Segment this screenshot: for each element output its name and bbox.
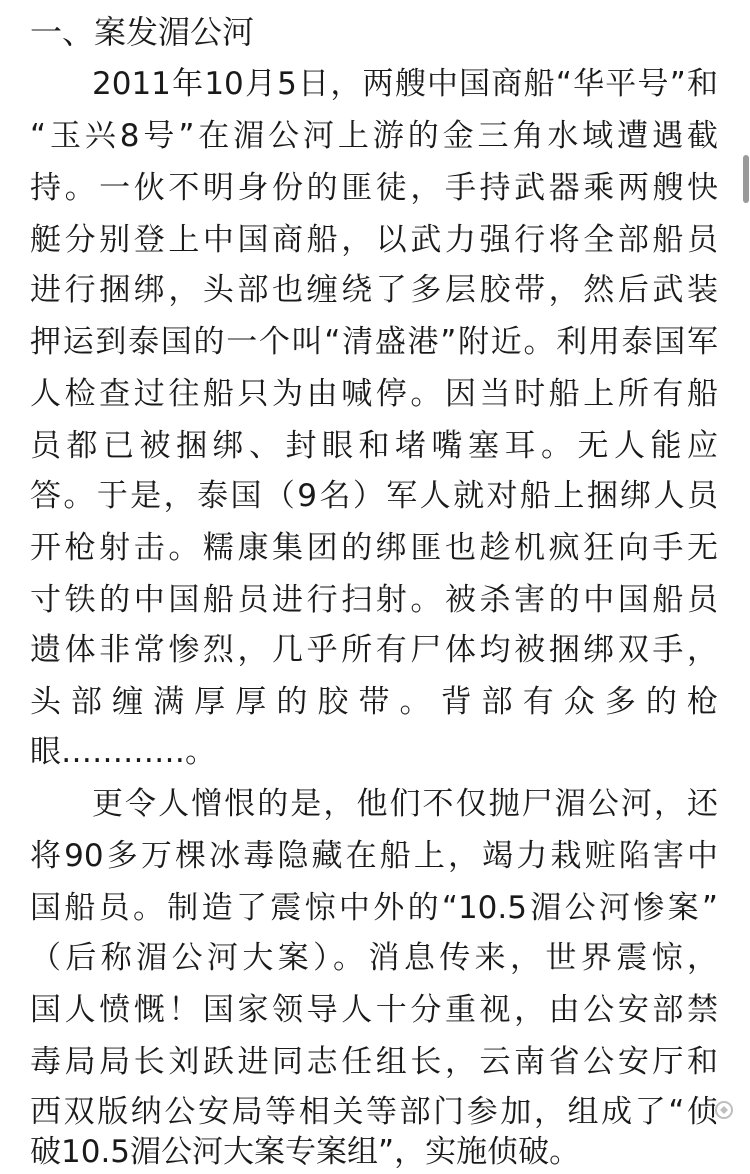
- section-heading: 一、案发湄公河: [30, 13, 255, 51]
- paragraph-line: 毒局局长刘跃进同志任组长，云南省公安厅和: [30, 1044, 718, 1080]
- paragraph-line: 艇分别登上中国商船，以武力强行将全部船员: [30, 222, 718, 258]
- paragraph-line: 国船员。制造了震惊中外的“10.5湄公河惨案”: [30, 890, 718, 926]
- paragraph-line: （后称湄公河大案）。消息传来，世界震惊，: [30, 940, 718, 976]
- paragraph-line: 破10.5湄公河大案专案组”，实施侦破。: [30, 1134, 581, 1170]
- paragraph-line: 遗体非常惨烈，几乎所有尸体均被捆绑双手，: [30, 632, 718, 668]
- paragraph-line: 答。于是，泰国（9名）军人就对船上捆绑人员: [30, 478, 718, 514]
- scrollbar-thumb[interactable]: [743, 155, 749, 203]
- paragraph-line: 国人愤慨！国家领导人十分重视，由公安部禁: [30, 992, 718, 1028]
- paragraph-line: 开枪射击。糯康集团的绑匪也趁机疯狂向手无: [30, 530, 718, 566]
- paragraph-line: 持。一伙不明身份的匪徒，手持武器乘两艘快: [30, 170, 718, 206]
- paragraph-line: 押运到泰国的一个叫“清盛港”附近。利用泰国军: [30, 324, 718, 360]
- paragraph-line: 更令人憎恨的是，他们不仅抛尸湄公河，还: [92, 786, 718, 822]
- paragraph-line: 2011年10月5日，两艘中国商船“华平号”和: [92, 66, 718, 102]
- paragraph-line: 人检查过往船只为由喊停。因当时船上所有船: [30, 376, 718, 412]
- paragraph-line: “玉兴8号”在湄公河上游的金三角水域遭遇截: [30, 118, 718, 154]
- paragraph-line: 西双版纳公安局等相关等部门参加，组成了“侦: [30, 1094, 718, 1130]
- paragraph-line: 将90多万棵冰毒隐藏在船上，竭力栽赃陷害中: [30, 838, 718, 874]
- paragraph-line: 进行捆绑，头部也缠绕了多层胶带，然后武装: [30, 272, 718, 308]
- paragraph-line: 头部缠满厚厚的胶带。背部有众多的枪: [30, 684, 718, 720]
- watermark: [714, 1100, 734, 1120]
- paragraph-line: 员都已被捆绑、封眼和堵嘴塞耳。无人能应: [30, 428, 718, 464]
- logo-mark-icon: [714, 1100, 734, 1120]
- paragraph-line: 寸铁的中国船员进行扫射。被杀害的中国船员: [30, 582, 718, 618]
- paragraph-line: 眼…………。: [30, 734, 216, 770]
